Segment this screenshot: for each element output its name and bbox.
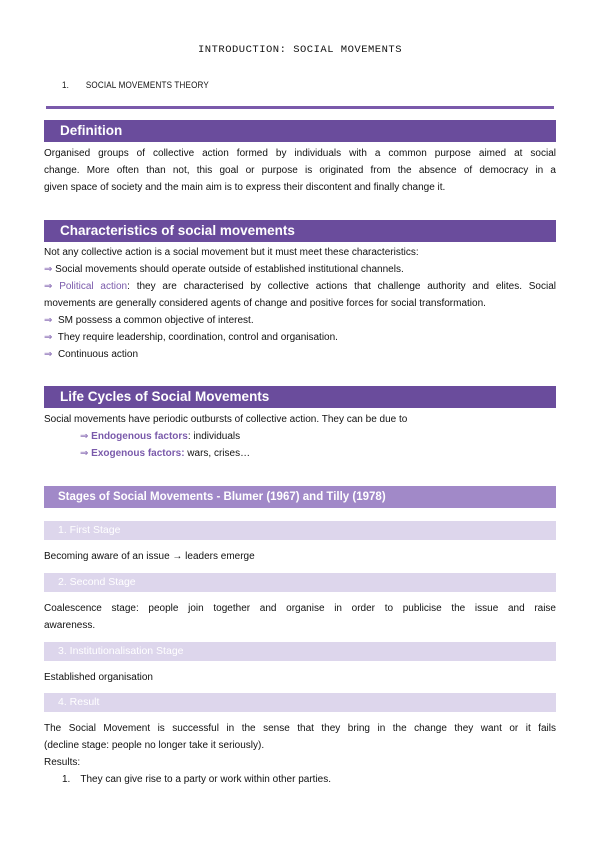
definition-line-3: given space of society and the main aim is to express their discontent and finally change it. bbox=[44, 182, 446, 193]
first-stage-heading: 1. First Stage bbox=[44, 521, 556, 540]
third-stage-text: Established organisation bbox=[44, 672, 153, 683]
result-heading: 4. Result bbox=[44, 693, 556, 712]
definition-line-1: Organised groups of collective action formed by individuals with a common purpose aimed at social bbox=[44, 148, 556, 159]
life-cycles-heading: Life Cycles of Social Movements bbox=[44, 386, 556, 408]
third-stage-heading: 3. Institutionalisation Stage bbox=[44, 642, 556, 661]
arrow-icon: ⇒ bbox=[44, 332, 53, 343]
arrow-icon: ⇒ bbox=[44, 281, 53, 292]
results-label: Results: bbox=[44, 757, 81, 768]
characteristic-item-1: ⇒ Social movements should operate outside of established institutional channels. bbox=[44, 264, 404, 275]
first-stage-text: Becoming aware of an issue → leaders emerge bbox=[44, 551, 255, 562]
arrow-icon: ⇒ bbox=[80, 448, 89, 459]
exogenous-item: ⇒ Exogenous factors: wars, crises… bbox=[80, 448, 251, 459]
exogenous-label: Exogenous factors: bbox=[91, 448, 185, 459]
arrow-icon: ⇒ bbox=[44, 315, 53, 326]
page-title: INTRODUCTION: SOCIAL MOVEMENTS bbox=[197, 44, 403, 56]
arrow-icon: ⇒ bbox=[44, 264, 53, 275]
characteristic-item-3: ⇒ SM possess a common objective of interest. bbox=[44, 315, 254, 326]
section-divider bbox=[46, 106, 554, 109]
theory-heading bbox=[62, 80, 209, 91]
result-text: The Social Movement is successful in the sense that they bring in the change they want or it fails (decline stage: people no longer take it seriously). Results: 1. They can give rise to a party or work within other parties. bbox=[44, 720, 556, 788]
characteristic-item-2-cont: movements are generally considered agents of change and positive forces for social transformation. bbox=[44, 298, 486, 309]
second-stage-heading: 2. Second Stage bbox=[44, 573, 556, 592]
characteristics-heading: Characteristics of social movements bbox=[44, 220, 556, 242]
stages-heading: Stages of Social Movements - Blumer (1967) and Tilly (1978) bbox=[44, 486, 556, 508]
definition-heading: Definition bbox=[44, 120, 556, 142]
characteristic-item-4: ⇒ They require leadership, coordination, control and organisation. bbox=[44, 332, 338, 343]
definition-text bbox=[44, 145, 556, 196]
political-action-label: Political action bbox=[59, 281, 128, 292]
characteristics-list bbox=[44, 244, 556, 363]
characteristics-intro: Not any collective action is a social movement but it must meet these characteristics: bbox=[44, 247, 419, 258]
endogenous-item: ⇒ Endogenous factors: individuals bbox=[80, 431, 241, 442]
arrow-icon: ⇒ bbox=[80, 431, 89, 442]
endogenous-label: Endogenous factors bbox=[91, 431, 188, 442]
life-cycles-intro: Social movements have periodic outbursts of collective action. They can be due to bbox=[44, 414, 408, 425]
characteristic-item-5: ⇒ Continuous action bbox=[44, 349, 139, 360]
theory-heading-title: SOCIAL MOVEMENTS THEORY bbox=[85, 80, 209, 91]
second-stage-text: Coalescence stage: people join together and organise in order to publicise the issue and raise awareness. bbox=[44, 603, 556, 631]
theory-heading-number: 1. bbox=[62, 80, 70, 91]
life-cycles-text bbox=[44, 411, 556, 462]
result-item-1: 1. They can give rise to a party or work within other parties. bbox=[62, 774, 332, 785]
characteristic-item-2: ⇒ Political action: they are characterised by collective actions that challenge authority and elites. Social bbox=[44, 281, 556, 292]
arrow-icon: ⇒ bbox=[44, 349, 53, 360]
definition-line-2: change. More often than not, this goal or purpose is originated from the absence of democracy in a bbox=[44, 165, 556, 176]
